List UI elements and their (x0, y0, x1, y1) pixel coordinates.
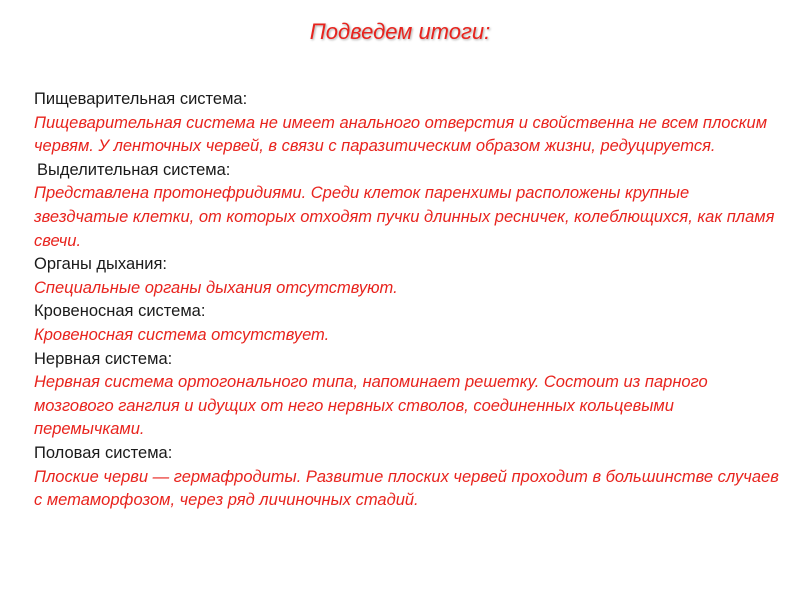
section-text-respiratory: Специальные органы дыхания отсутствуют. (34, 278, 398, 297)
section-text-circulatory: Кровеносная система отсутствует. (34, 325, 330, 344)
section-text-nervous: Нервная система ортогонального типа, напоминает решетку. Состоит из парного мозгового ганглия и идущих от него нервных стволов, соединенных кольцевыми перемычками. (34, 373, 708, 439)
section-text-excretory: Представлена протонефридиями. Среди клеток паренхимы расположены крупные звездчатые клетки, от которых отходят пучки длинных ресничек, колеблющихся, как пламя свечи. (34, 184, 775, 250)
section-text-digestive: Пищеварительная система не имеет анального отверстия и свойственна не всем плоским червям. У ленточных червей, в связи с паразитическим образом жизни, редуцируется. (34, 113, 768, 156)
section-heading-nervous: Нервная система: (34, 349, 173, 368)
section-heading-respiratory: Органы дыхания: (34, 255, 167, 274)
section-heading-circulatory: Кровеносная система: (34, 302, 206, 321)
section-heading-excretory: Выделительная система: (37, 160, 231, 179)
summary-content (34, 88, 779, 513)
page-title: Подведем итоги: (309, 19, 491, 44)
section-heading-digestive: Пищеварительная система: (34, 90, 248, 108)
section-text-reproductive: Плоские черви — гермафродиты. Развитие плоских червей проходит в большинстве случаев с метаморфозом, через ряд личиночных стадий. (34, 467, 779, 510)
section-heading-reproductive: Половая система: (34, 443, 173, 462)
